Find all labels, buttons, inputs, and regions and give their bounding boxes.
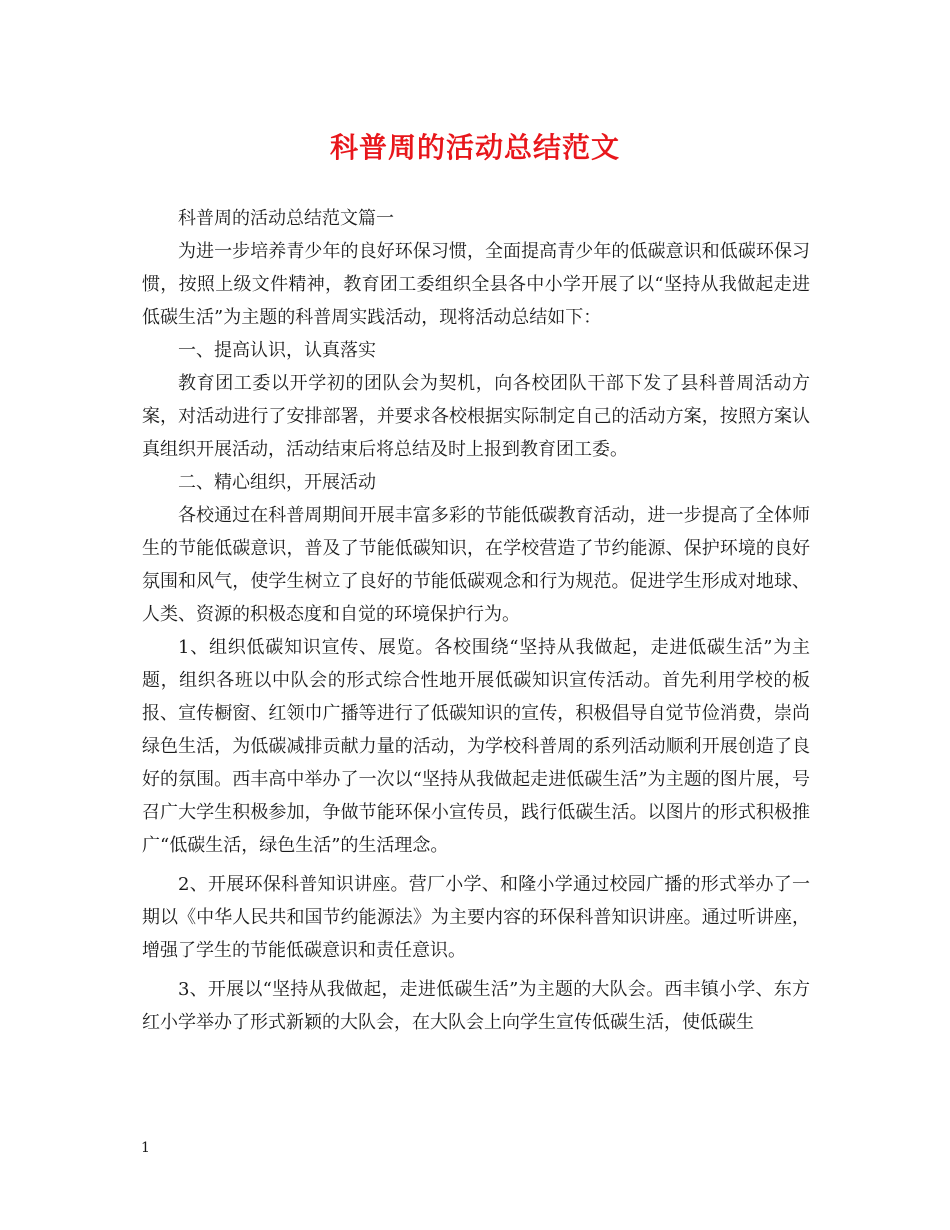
body-paragraph: 2、开展环保科普知识讲座。营厂小学、和隆小学通过校园广播的形式举办了一期以《中华人民共和国节约能源法》为主要内容的环保科普知识讲座。通过听讲座，增强了学生的节能低碳意识和责任意识。 <box>142 874 810 961</box>
page-number: 1 <box>141 1140 150 1156</box>
body-paragraph: 3、开展以“坚持从我做起，走进低碳生活”为主题的大队会。西丰镇小学、东方红小学举办了形式新颖的大队会，在大队会上向学生宣传低碳生活，使低碳生 <box>142 979 810 1033</box>
body-paragraph: 1、组织低碳知识宣传、展览。各校围绕“坚持从我做起，走进低碳生活”为主题，组织各班以中队会的形式综合性地开展低碳知识宣传活动。首先利用学校的板报、宣传橱窗、红领巾广播等进行了低碳知识的宣传，积极倡导自觉节俭消费，崇尚绿色生活，为低碳减排贡献力量的活动，为学校科普周的系列活动顺利开展创造了良好的氛围。西丰高中举办了一次以“坚持从我做起走进低碳生活”为主题的图片展，号召广大学生积极参加，争做节能环保小宣传员，践行低碳生活。以图片的形式积极推广“低碳生活，绿色生活”的生活理念。 <box>142 637 810 856</box>
section-heading: 科普周的活动总结范文篇一 <box>178 208 394 229</box>
section-heading: 一、提高认识，认真落实 <box>178 340 376 361</box>
body-paragraph: 各校通过在科普周期间开展丰富多彩的节能低碳教育活动，进一步提高了全体师生的节能低碳意识，普及了节能低碳知识，在学校营造了节约能源、保护环境的良好氛围和风气，使学生树立了良好的节能低碳观念和行为规范。促进学生形成对地球、人类、资源的积极态度和自觉的环境保护行为。 <box>142 505 810 625</box>
document-title: 科普周的活动总结范文 <box>329 131 620 164</box>
body-paragraph: 教育团工委以开学初的团队会为契机，向各校团队干部下发了县科普周活动方案，对活动进行了安排部署，并要求各校根据实际制定自己的活动方案，按照方案认真组织开展活动，活动结束后将总结及时上报到教育团工委。 <box>142 373 810 460</box>
section-heading: 二、精心组织，开展活动 <box>178 472 376 493</box>
document-body <box>142 202 810 1039</box>
body-paragraph: 为进一步培养青少年的良好环保习惯，全面提高青少年的低碳意识和低碳环保习惯，按照上级文件精神，教育团工委组织全县各中小学开展了以“坚持从我做起走进低碳生活”为主题的科普周实践活动，现将活动总结如下： <box>142 241 810 328</box>
